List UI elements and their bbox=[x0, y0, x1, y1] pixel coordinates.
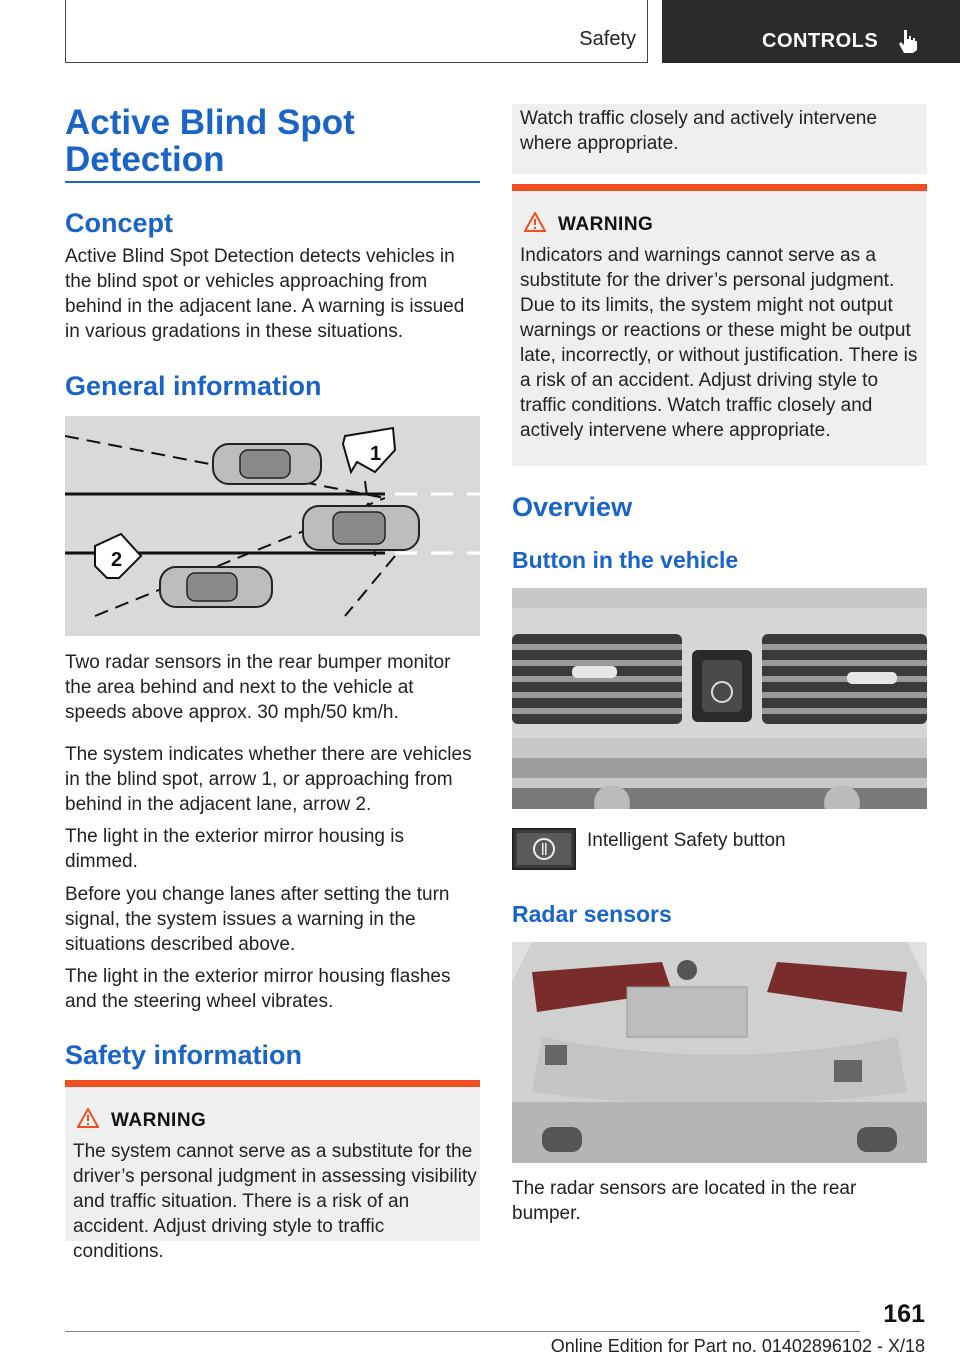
dashboard-button-photo bbox=[512, 588, 927, 809]
mirror-flash-paragraph: The light in the exterior mirror housing flashes and the steering wheel vibrates. bbox=[65, 966, 451, 1012]
rear-bumper-photo bbox=[512, 942, 927, 1163]
warning-label: WARNING bbox=[558, 214, 654, 235]
edition-text: Online Edition for Part no. 01402896102 - X/18 bbox=[550, 1336, 925, 1356]
warning-bar bbox=[65, 1080, 480, 1087]
sensor-paragraph: Two radar sensors in the rear bumper monitor the area behind and next to the vehicle at speeds above approx. 30 mph/50 km/h. bbox=[65, 652, 451, 723]
button-caption: Intelligent Safety button bbox=[587, 830, 786, 851]
radar-sensor-marker bbox=[834, 1060, 862, 1082]
page-number: 161 bbox=[883, 1300, 925, 1328]
indication-paragraph: The system indicates whether there are vehicles in the blind spot, arrow 1, or approaching from behind in the adjacent lane, arrow 2. bbox=[65, 744, 472, 815]
radar-sensor-marker bbox=[545, 1045, 567, 1065]
warning-box bbox=[65, 1080, 480, 1262]
concept-text: Active Blind Spot Detection detects vehicles in the blind spot or vehicles approaching from behind in the adjacent lane. A warning is issued in various gradations in these situations. bbox=[65, 246, 465, 342]
overview-heading: Overview bbox=[512, 492, 633, 522]
radar-caption: The radar sensors are located in the rear bumper. bbox=[512, 1178, 857, 1224]
header-controls-tab bbox=[662, 0, 960, 63]
page-title: Active Blind Spot Detection bbox=[65, 103, 355, 179]
intelligent-safety-icon bbox=[512, 828, 576, 870]
header-section-title: Safety bbox=[579, 28, 636, 50]
arrow-1-label: 1 bbox=[370, 443, 382, 465]
continued-box bbox=[512, 104, 927, 174]
button-heading: Button in the vehicle bbox=[512, 547, 739, 573]
car-icon bbox=[303, 506, 419, 550]
warning-triangle-icon bbox=[77, 1108, 99, 1128]
warning-text: The system cannot serve as a substitute for the driver’s personal judgment in assessing visibility and traffic situation. There is a risk of an accident. Adjust driving style to traffic conditions. bbox=[73, 1141, 477, 1262]
radar-heading: Radar sensors bbox=[512, 901, 672, 927]
warning-triangle-icon bbox=[524, 212, 546, 232]
warning-label: WARNING bbox=[111, 1110, 207, 1131]
warning-bar bbox=[512, 184, 927, 191]
safety-info-heading: Safety information bbox=[65, 1040, 303, 1070]
footer-rule bbox=[65, 1331, 860, 1332]
car-icon bbox=[160, 567, 272, 607]
warning-text: Indicators and warnings cannot serve as a substitute for the driver’s personal judgment. Due to its limits, the system might not output warnings or reactions or these might be output late, incorrectly, or without justification. There is a risk of an accident. Adjust driving style to traffic conditions. Watch traffic closely and actively intervene where appropriate. bbox=[520, 245, 918, 441]
continued-text: Watch traffic closely and actively intervene where appropriate. bbox=[520, 108, 877, 154]
mirror-dim-paragraph: The light in the exterior mirror housing is dimmed. bbox=[65, 826, 404, 872]
header-tab-label: CONTROLS bbox=[762, 30, 879, 52]
general-info-heading: General information bbox=[65, 371, 322, 401]
hand-pointer-icon bbox=[896, 28, 920, 54]
arrow-2-label: 2 bbox=[111, 549, 123, 571]
warning-box bbox=[512, 184, 927, 466]
header-frame bbox=[65, 0, 648, 63]
concept-heading: Concept bbox=[65, 208, 173, 238]
car-icon bbox=[213, 444, 321, 484]
blind-spot-diagram bbox=[65, 416, 480, 636]
lane-change-paragraph: Before you change lanes after setting the turn signal, the system issues a warning in the situations described above. bbox=[65, 884, 450, 955]
title-underline bbox=[65, 181, 480, 183]
